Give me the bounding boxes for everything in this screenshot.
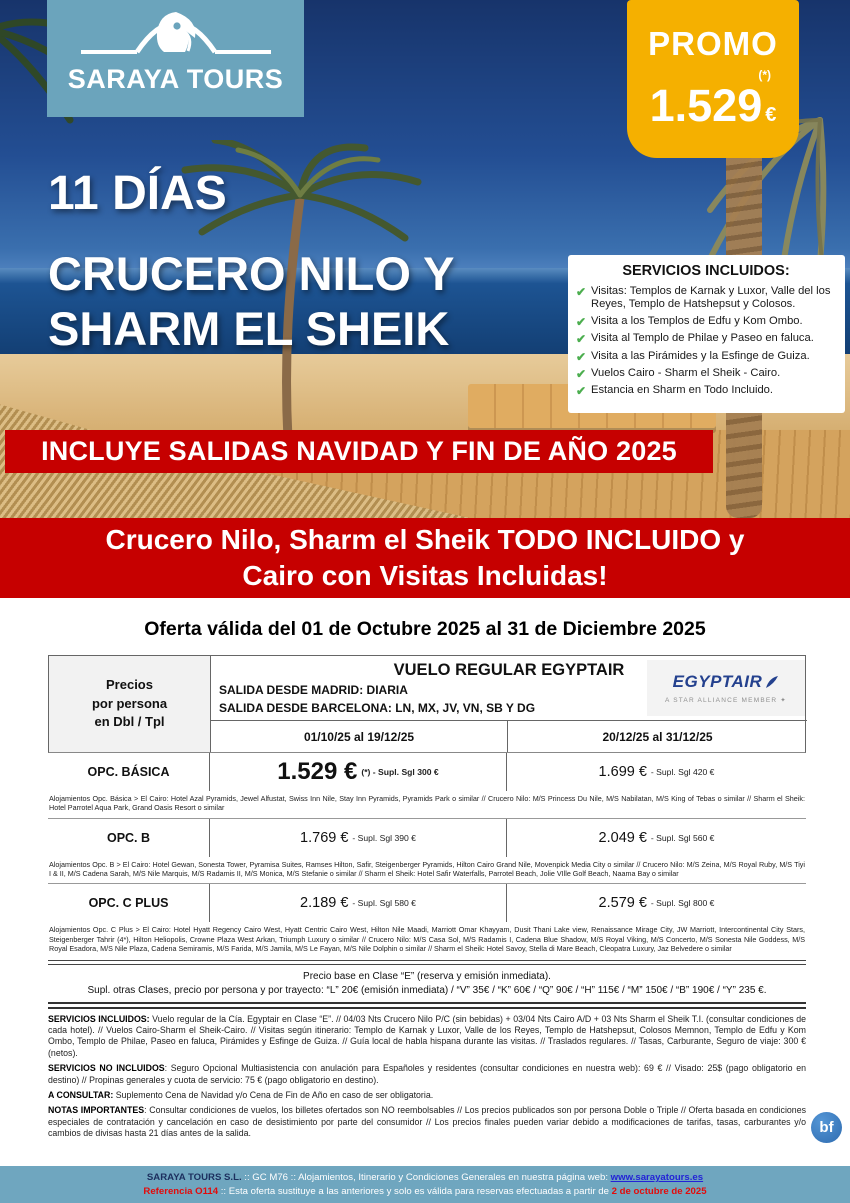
services-included-box	[568, 255, 845, 413]
brand-name: SARAYA TOURS	[67, 64, 284, 94]
saraya-tours-logo	[47, 0, 304, 117]
reference-code: Referencia O114	[143, 1186, 219, 1198]
title-line-2: CRUCERO NILO Y	[48, 247, 455, 300]
price-cell: 2.049 € - Supl. Sgl 560 €	[598, 829, 715, 846]
list-item: ✔ Estancia en Sharm en Todo Incluido.	[576, 384, 774, 399]
egyptair-falcon-icon	[765, 675, 779, 689]
star-alliance-label: A STAR ALLIANCE MEMBER ✦	[665, 697, 787, 704]
consult-paragraph: A CONSULTAR: Suplemento Cena de Navidad y/o Cena de Fin de Año en caso de ser obligatoria.	[48, 1090, 434, 1101]
promo-badge	[627, 0, 799, 158]
hotels-fine-print: Alojamientos Opc. Básica > El Cairo: Hotel Azal Pyramids, Jewel Alfustat, Swiss Inn Nile, Stay Inn Pyramids, Pyramids Park o similar // Crucero Nilo: M/S Princess Du Nile, M/S Nabilatan, M/S King of Tebas o similar // Sharm el Sheik: Hotel Parrotel Aqua Park, Grand Oasis Resort o similar	[49, 794, 805, 813]
list-item: ✔ Visitas: Templos de Karnak y Luxor, Valle del los Reyes, Templo de Hatshepsut y Colosos.	[576, 285, 831, 311]
website-link[interactable]: www.sarayatours.es	[610, 1172, 704, 1183]
divider	[48, 1002, 806, 1009]
check-icon: ✔	[576, 285, 587, 299]
main-banner-line-1: Crucero Nilo, Sharm el Sheik TODO INCLUIDO y	[105, 523, 745, 555]
hotels-fine-print: Alojamientos Opc. B > El Cairo: Hotel Gewan, Sonesta Tower, Pyramisa Suites, Ramses Hilton, Safir, Steigenberger Pyramids, Hilton Cairo Grand Nile, Movenpick Media City o similar // Crucero Nilo: M/S Zeina, M/S Royal Ruby, M/S Tiyi I & II, M/S Cadena Sarah, M/S Nile Marquis, M/S Radamis II, M/S Monica, M/S Stefanie o similar // Sharm el Sheik: Hotel Safir Waterfalls, Parrotel Beach, Jolie VIlle Golf Beach, Naama Bay o similar	[49, 859, 805, 879]
list-item: ✔ Visita al Templo de Philae y Paseo en faluca.	[576, 332, 814, 347]
services-list	[576, 285, 836, 399]
check-icon: ✔	[576, 384, 587, 399]
title-line-3: SHARM EL SHEIK	[48, 302, 450, 356]
promo-label: PROMO	[648, 25, 778, 62]
table-row	[48, 883, 806, 922]
title-line-1: 11 DÍAS	[48, 167, 227, 220]
services-included-paragraph: SERVICIOS INCLUIDOS: Vuelo regular de la Cía. Egyptair en Clase “E”. // 04/03 Nts Crucero Nilo P/C (sin bebidas) + 03/04 Nts Cairo A/D + 03 Nts Sharm el Sheik T.I. (consultar condiciones de cada hotel). // Vuelos Cairo-Sharm el Sheik-Cairo. // Visitas según itinerario: Templo de Karnak y Luxor, Valle de los Reyes, Templo de Hatshepsut, Colosos Memnon, Templo de Edfu y Kom Ombo, Templo de Philae, Paseo en faluca, Pirámides y Esfinge de Guiza. // Guía local de habla hispana durante las visitas. // Traslados regulares. // Tasas, Carburante, Seguro de viaje: 300 € (netos).	[48, 1013, 806, 1058]
offer-validity-heading: Oferta válida del 01 de Octubre 2025 al 31 de Diciembre 2025	[144, 618, 706, 640]
list-item: ✔ Visita a los Templos de Edfu y Kom Ombo.	[576, 314, 803, 329]
list-item: ✔ Visita a las Pirámides y la Esfinge de Guiza.	[576, 349, 810, 364]
option-label: OPC. C PLUS	[48, 884, 210, 922]
date-column-2: 20/12/25 al 31/12/25	[508, 720, 807, 752]
price-cell: 1.699 € - Supl. Sgl 420 €	[598, 764, 715, 780]
price-table-header	[48, 655, 806, 753]
table-row	[48, 753, 806, 791]
euro-sign: €	[765, 104, 777, 126]
star-alliance-icon: ✦	[780, 697, 787, 704]
check-icon: ✔	[576, 332, 587, 347]
date-column-1: 01/10/25 al 19/12/25	[211, 720, 508, 752]
promo-price: 1.529 €	[649, 80, 777, 131]
egyptair-wordmark: EGYPTAIR	[673, 672, 780, 692]
airline-header	[211, 656, 807, 720]
navidad-banner: INCLUYE SALIDAS NAVIDAD Y FIN DE AÑO 2025	[5, 430, 713, 473]
check-icon: ✔	[576, 314, 587, 329]
main-banner-line-2: Cairo con Visitas Incluidas!	[242, 560, 608, 591]
services-not-included-paragraph: SERVICIOS NO INCLUIDOS: Seguro Opcional Multiasistencia con anulación para Españoles y residentes (consultar condiciones en nuestra web): 69 € // Visado: 25$ (pago obligatorio en destino) // Propinas generales y cuota de servicio: 75 € (pago obligatorio en destino).	[48, 1063, 806, 1085]
option-label: OPC. BÁSICA	[48, 753, 210, 791]
main-banner	[0, 518, 850, 598]
falcon-icon	[71, 0, 281, 66]
footer-bar	[0, 1166, 850, 1203]
check-icon: ✔	[576, 367, 587, 382]
hotels-fine-print: Alojamientos Opc. C Plus > El Cairo: Hotel Hyatt Regency Cairo West, Hyatt Centric Cairo West, Hilton Nile Maadi, Marriott Omar Khayyam, Dusit Thani Lake view, Renaissance Mirage City, JW Marriott, Intercontinental City Stars, Steigenberger Tahrir (4*), Hilton Heliopolis, Crowne Plaza West Arkan, Triumph Luxury o similar // Crucero Nilo: M/S Casa Sol, M/S Radamis I, Cadena Blue Shadow, M/S Royal Viking, M/S Concerto, M/S Sonesta Nile Goddess, M/S Royal Esadora, M/S Nile Plaza, Cadena Semiramis, M/S Farida, M/S Jamila, M/S Le Fayan, M/S Nile Dolphin o similar // Sharm el Sheik: Hotel Savoy, Stella di Mare Beach, Cleopatra Luxury, Jaz Belvedere o similar	[49, 925, 805, 954]
pricing-section	[48, 655, 806, 1144]
footer-line-2: Referencia O114 :: Esta oferta sustituye a las anteriores y solo es válida para reservas efectuadas a partir de 2 de octubre de 2025	[143, 1186, 707, 1198]
company-name: SARAYA TOURS S.L.	[146, 1172, 242, 1183]
important-notes-paragraph: NOTAS IMPORTANTES: Consultar condiciones de vuelos, los billetes ofertados son NO reembolsables // Los precios publicados son por persona Doble o Triple // Oferta basada en condiciones especiales de contratación y cancelación en caso de desistimiento por parte del consumidor // Los precios finales pueden variar debido a modificaciones de tarifas, tasas, carburantes y/o cambios de divisas hasta 21 días antes de la salida.	[48, 1105, 806, 1139]
egyptair-logo	[647, 660, 805, 716]
price-cell: 1.769 € - Supl. Sgl 390 €	[210, 819, 507, 857]
flight-title: VUELO REGULAR EGYPTAIR	[393, 661, 625, 679]
class-supplements-note: Supl. otras Clases, precio por persona y por trayecto: “L” 20€ (emisión inmediata) / “V” 35€ / “K” 60€ / “Q” 90€ / “H” 115€ / “M” 150€ / “B” 190€ / “Y” 235 €.	[87, 984, 767, 996]
price-table-left-header: Precios por persona en Dbl / Tpl	[49, 656, 211, 752]
departure-info: SALIDA DESDE MADRID: DIARIA SALIDA DESDE BARCELONA: LN, MX, JV, VN, SB Y DG	[219, 683, 536, 715]
price-cell: 2.579 € - Supl. Sgl 800 €	[598, 895, 715, 912]
price-cell: 1.529 € (*) - Supl. Sgl 300 €	[210, 753, 507, 791]
services-heading: SERVICIOS INCLUIDOS:	[622, 263, 790, 279]
beach-photo	[0, 0, 850, 518]
validity-date: 2 de octubre de 2025	[611, 1186, 707, 1198]
table-row	[48, 818, 806, 857]
divider	[48, 960, 806, 965]
offer-title	[48, 167, 455, 357]
base-class-note: Precio base en Clase “E” (reserva y emisión inmediata).	[303, 970, 551, 982]
bf-logo: bf	[811, 1112, 842, 1143]
footer-line-1: SARAYA TOURS S.L. :: GC M76 :: Alojamientos, Itinerario y Condiciones Generales en nuestra página web: www.sarayatours.es	[146, 1172, 704, 1183]
list-item: ✔ Vuelos Cairo - Sharm el Sheik - Cairo.	[576, 367, 781, 382]
price-cell: 2.189 € - Supl. Sgl 580 €	[210, 884, 507, 922]
check-icon: ✔	[576, 349, 587, 364]
option-label: OPC. B	[48, 819, 210, 857]
promo-asterisk: (*)	[758, 68, 771, 82]
